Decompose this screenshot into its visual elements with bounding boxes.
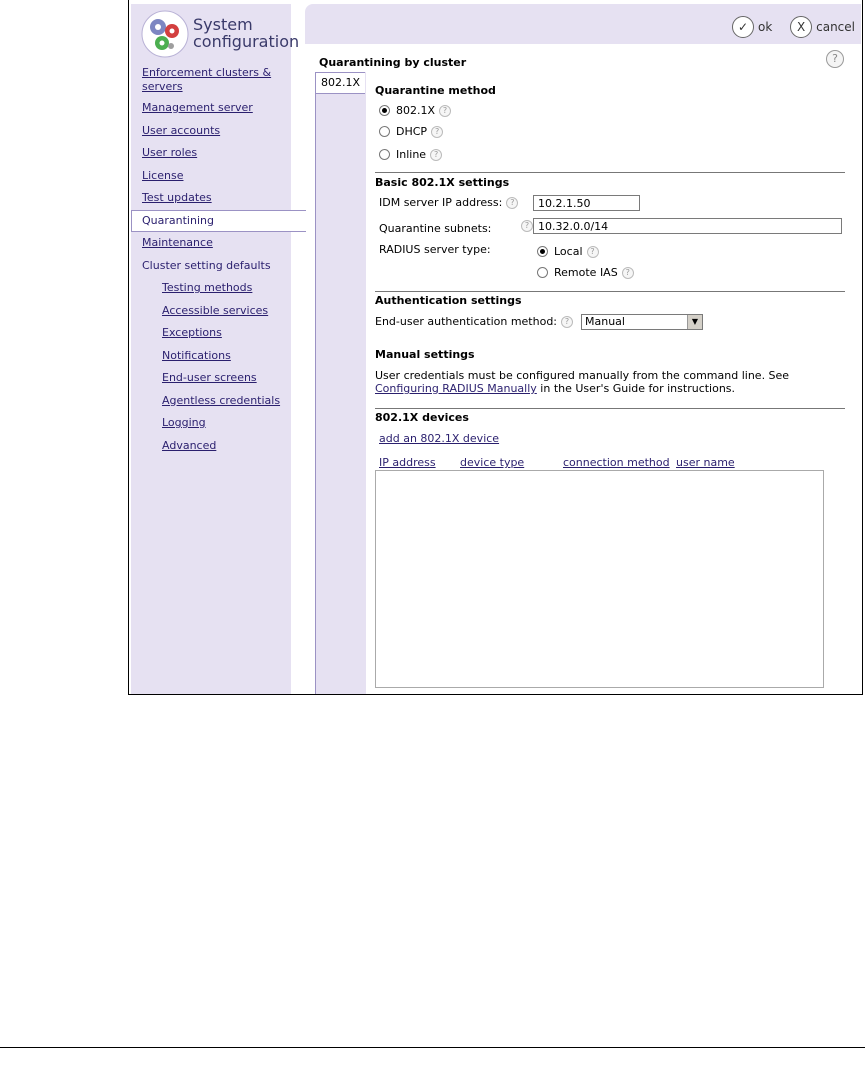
auth-method-row xyxy=(375,315,573,328)
toolbar-buttons xyxy=(718,16,855,38)
sidebar-item-cluster-defaults xyxy=(142,259,312,282)
divider xyxy=(375,291,845,292)
idm-label-row xyxy=(379,196,518,209)
devices-list[interactable] xyxy=(375,470,824,688)
ok-button[interactable] xyxy=(732,16,772,38)
manual-settings-heading: Manual settings xyxy=(375,348,475,361)
sidebar-item-label[interactable]: Test updates xyxy=(142,191,212,204)
chevron-down-icon[interactable]: ▼ xyxy=(687,315,702,329)
radio-dhcp[interactable] xyxy=(379,126,390,137)
radius-label: RADIUS server type: xyxy=(379,243,491,256)
page-title: Quarantining by cluster xyxy=(319,56,467,69)
column-ip-address[interactable]: IP address xyxy=(379,456,436,469)
quarantine-subnets-input[interactable]: 10.32.0.0/14 xyxy=(533,218,842,234)
sidebar-item-label[interactable]: User roles xyxy=(142,146,198,159)
help-icon[interactable]: ? xyxy=(826,50,844,68)
auth-settings-heading: Authentication settings xyxy=(375,294,522,307)
idm-label: IDM server IP address: xyxy=(379,196,503,209)
sidebar-subitem-label[interactable]: Accessible services xyxy=(162,303,269,317)
app-logo xyxy=(141,10,300,60)
basic-settings-heading: Basic 802.1X settings xyxy=(375,176,510,189)
sidebar-item-management-server[interactable] xyxy=(142,101,312,124)
manual-text-2: in the User's Guide for instructions. xyxy=(536,382,736,395)
divider xyxy=(375,172,845,173)
sidebar-subitem-label[interactable]: Testing methods xyxy=(162,281,253,294)
cancel-button[interactable] xyxy=(790,16,855,38)
radio-label: Inline xyxy=(396,148,427,161)
radio-row-remote-ias[interactable] xyxy=(537,266,634,279)
radio-label: 802.1X xyxy=(396,104,436,117)
subnets-label-row xyxy=(379,222,491,235)
tab-802-1x[interactable]: 802.1X xyxy=(315,72,365,94)
column-device-type[interactable]: device type xyxy=(460,456,525,469)
sidebar-item-label[interactable]: User accounts xyxy=(142,123,221,137)
sidebar-item-enforcement[interactable] xyxy=(142,66,312,101)
help-icon[interactable]: ? xyxy=(521,220,533,232)
help-icon[interactable]: ? xyxy=(587,246,599,258)
auth-method-select[interactable] xyxy=(581,314,703,330)
sidebar-subitem-testing-methods[interactable] xyxy=(142,281,312,304)
add-device-link[interactable]: add an 802.1X device xyxy=(379,432,500,445)
close-icon: X xyxy=(790,16,812,38)
sidebar-nav xyxy=(142,66,312,461)
cancel-label: cancel xyxy=(816,20,855,34)
subnets-label: Quarantine subnets: xyxy=(379,222,492,235)
screenshot-frame xyxy=(128,0,863,695)
radio-local[interactable] xyxy=(537,246,548,257)
help-icon[interactable]: ? xyxy=(622,267,634,279)
app-title xyxy=(193,16,299,50)
gears-icon xyxy=(141,10,189,58)
radio-8021x[interactable] xyxy=(379,105,390,116)
sidebar-subitem-advanced[interactable] xyxy=(142,439,312,462)
sidebar-item-license[interactable] xyxy=(142,169,312,192)
devices-heading: 802.1X devices xyxy=(375,411,469,424)
column-connection-method[interactable]: connection method xyxy=(563,456,670,469)
radio-label: Local xyxy=(554,245,583,258)
sidebar-subitem-agentless-credentials[interactable] xyxy=(142,394,312,417)
sidebar-subitem-label[interactable]: Logging xyxy=(162,416,206,429)
ok-label: ok xyxy=(758,20,773,34)
sidebar-subitem-label[interactable]: Notifications xyxy=(162,348,231,362)
radio-row-local[interactable] xyxy=(537,245,599,258)
radio-label: Remote IAS xyxy=(554,266,618,279)
sidebar-item-label-active[interactable]: Quarantining xyxy=(131,210,306,232)
sidebar-item-label[interactable]: Enforcement clusters & servers xyxy=(142,66,272,93)
radio-row-dhcp[interactable] xyxy=(379,125,443,138)
sidebar-item-maintenance[interactable] xyxy=(142,236,312,259)
auth-method-value: Manual xyxy=(585,315,625,328)
radius-label-row xyxy=(379,243,491,256)
manual-text-1: User credentials must be configured manually from the command line. See xyxy=(375,369,790,382)
radio-row-8021x[interactable] xyxy=(379,104,451,117)
main-toolbar xyxy=(305,4,861,44)
sidebar-item-label: Cluster setting defaults xyxy=(142,258,271,272)
help-icon[interactable]: ? xyxy=(506,197,518,209)
help-icon[interactable]: ? xyxy=(431,126,443,138)
sidebar-subitem-label[interactable]: End-user screens xyxy=(162,371,257,384)
help-icon[interactable]: ? xyxy=(561,316,573,328)
sidebar-subitem-label[interactable]: Advanced xyxy=(162,438,217,452)
radio-remote-ias[interactable] xyxy=(537,267,548,278)
idm-ip-input[interactable]: 10.2.1.50 xyxy=(533,195,640,211)
help-icon[interactable]: ? xyxy=(439,105,451,117)
app-title-line1: System xyxy=(193,15,253,34)
sidebar-subitem-logging[interactable] xyxy=(142,416,312,439)
sidebar-subitem-accessible-services[interactable] xyxy=(142,304,312,327)
app-title-line2: configuration xyxy=(193,32,300,51)
sidebar-subitem-notifications[interactable] xyxy=(142,349,312,372)
radio-inline[interactable] xyxy=(379,149,390,160)
page-divider xyxy=(0,1047,865,1048)
sidebar xyxy=(131,4,300,694)
sidebar-subitem-end-user-screens[interactable] xyxy=(142,371,312,394)
tab-strip xyxy=(315,72,366,695)
auth-method-label: End-user authentication method: xyxy=(375,315,558,328)
sidebar-item-quarantining[interactable] xyxy=(142,214,312,237)
radio-row-inline[interactable] xyxy=(379,148,442,161)
divider xyxy=(375,408,845,409)
radio-label: DHCP xyxy=(396,125,428,138)
sidebar-subitem-label[interactable]: Agentless credentials xyxy=(162,393,281,407)
sidebar-item-label[interactable]: Maintenance xyxy=(142,236,213,249)
sidebar-subitem-label[interactable]: Exceptions xyxy=(162,326,222,339)
sidebar-item-user-roles[interactable] xyxy=(142,146,312,169)
check-icon: ✓ xyxy=(732,16,754,38)
help-icon[interactable]: ? xyxy=(430,149,442,161)
sidebar-item-user-accounts[interactable] xyxy=(142,124,312,147)
configuring-radius-link[interactable]: Configuring RADIUS Manually xyxy=(375,382,537,395)
manual-settings-text xyxy=(375,369,845,395)
column-user-name[interactable]: user name xyxy=(676,456,735,469)
sidebar-item-label[interactable]: Management server xyxy=(142,101,253,114)
quarantine-method-heading: Quarantine method xyxy=(375,84,496,97)
sidebar-subitem-exceptions[interactable] xyxy=(142,326,312,349)
sidebar-item-label[interactable]: License xyxy=(142,168,184,182)
